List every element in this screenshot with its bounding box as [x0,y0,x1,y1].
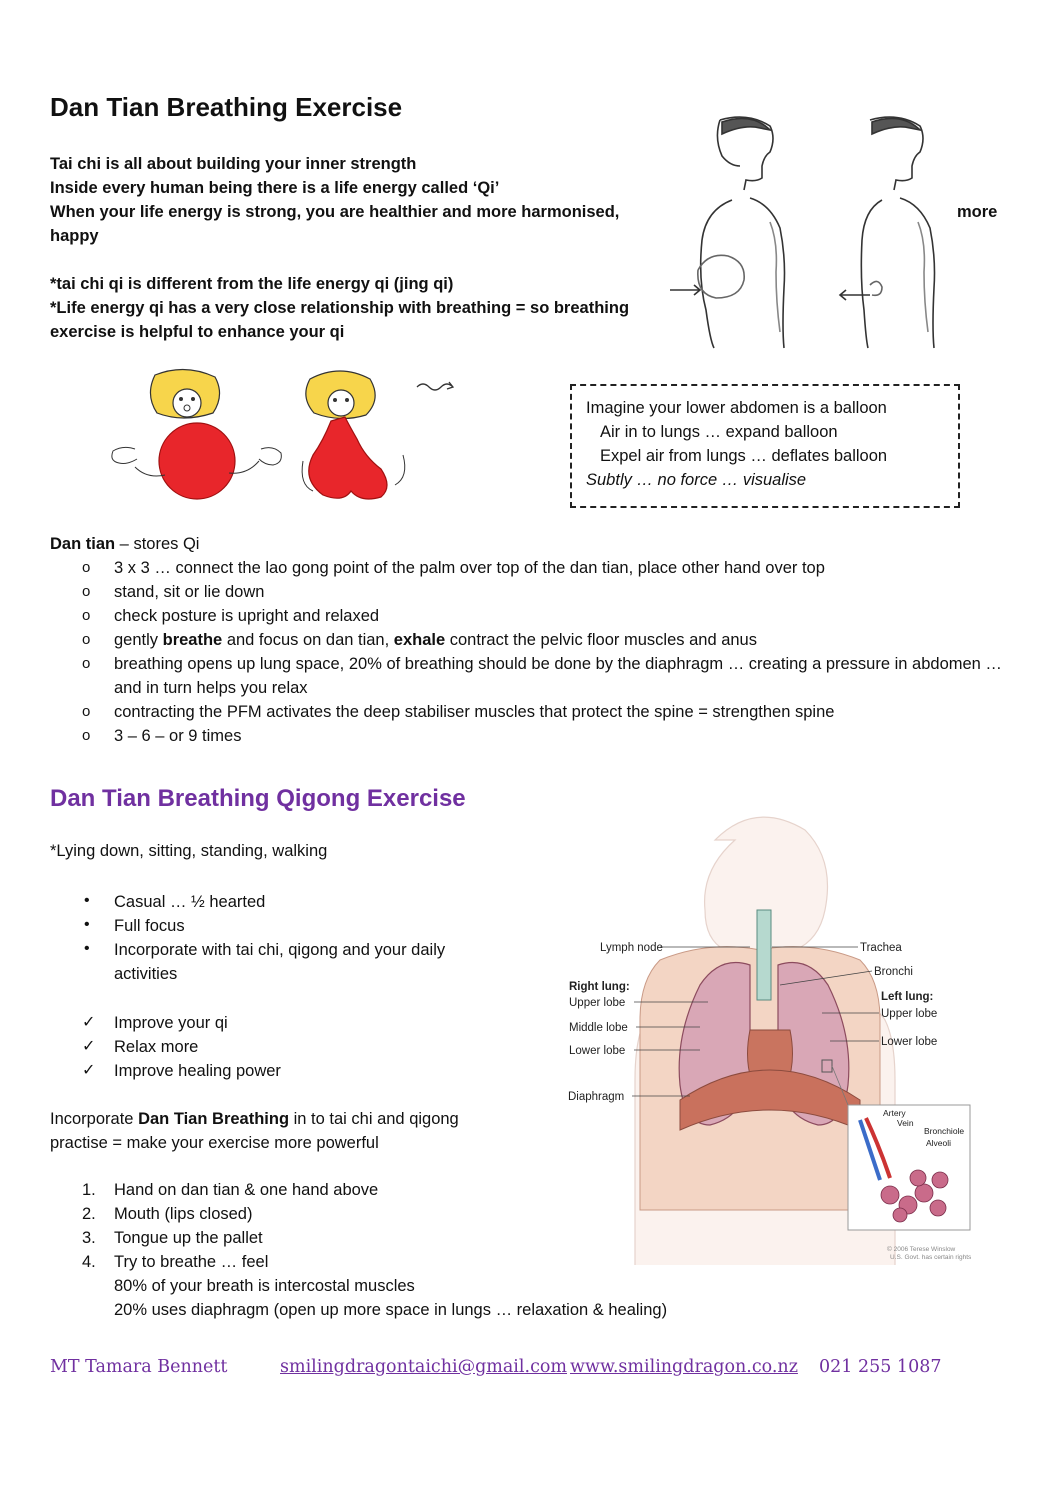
list-text: Improve your qi [114,1014,228,1032]
check-icon: ✓ [82,1014,96,1031]
list-text: contracting the PFM activates the deep stabiliser muscles that protect the spine = strengthen spine [114,703,835,721]
person-exhale-figure [840,117,935,348]
label-lymph-node: Lymph node [600,942,663,954]
bullet-list [50,890,510,986]
list-text-bold: breathe [162,631,223,649]
dantian-label: Dan tian [50,535,116,553]
list-item [50,914,510,938]
copyright-text: U.S. Govt. has certain rights [890,1254,972,1261]
list-text: Casual … ½ hearted [114,893,266,911]
bullet-marker: • [84,916,90,933]
check-icon: ✓ [82,1062,96,1079]
label-right-upper-lobe: Upper lobe [569,997,626,1009]
step-number: 4. [82,1253,96,1271]
list-marker: o [82,607,91,624]
step-text: Tongue up the pallet [114,1229,263,1247]
paragraph-bold: Dan Tian Breathing [138,1110,290,1128]
balloon-kids-illustration [105,365,465,505]
balloon-visualisation-box [570,384,960,508]
bullet-marker: • [84,892,90,909]
intro-line-end: more [957,203,998,221]
list-item [50,890,510,914]
list-text: 3 x 3 … connect the lao gong point of the palm over top of the dan tian, place other hand over top [114,559,825,577]
list-marker: o [82,703,91,720]
check-icon: ✓ [82,1038,96,1055]
list-item [50,580,1010,604]
section-title: Dan Tian Breathing Qigong Exercise [50,785,466,812]
bullet-marker: • [84,940,90,957]
intro-line: Inside every human being there is a life energy called ‘Qi’ [50,179,500,197]
list-text: breathing opens up lung space, 20% of breathing should be done by the diaphragm … creating a pressure in abdomen … and in turn helps you relax [114,655,1002,697]
list-item [50,1059,510,1083]
modes-text: *Lying down, sitting, standing, walking [50,842,328,860]
list-text: and focus on dan tian, [222,631,394,649]
footer-website-link[interactable]: www.smilingdragon.co.nz [570,1357,798,1377]
intro-line: happy [50,227,99,245]
list-marker: o [82,655,91,672]
step-number: 1. [82,1181,96,1199]
list-marker: o [82,727,91,744]
lung-anatomy-diagram [560,800,980,1265]
label-right-lower-lobe: Lower lobe [569,1045,626,1057]
intro-line: Tai chi is all about building your inner strength [50,155,417,173]
check-list [50,1011,510,1083]
person-inhale-figure [670,117,785,348]
list-text: 3 – 6 – or 9 times [114,727,242,745]
step-text: Hand on dan tian & one hand above [114,1181,379,1199]
list-item [50,628,1010,652]
intro-line: *Life energy qi has a very close relationship with breathing = so breathing [50,299,630,317]
kid-inflated-balloon [112,369,281,499]
label-left-lung: Left lung: [881,991,934,1003]
box-line: Expel air from lungs … deflates balloon [600,447,888,465]
label-trachea: Trachea [860,942,902,954]
footer-name: MT Tamara Bennett [50,1357,228,1377]
dantian-list [50,556,1010,748]
label-vein: Vein [897,1118,914,1128]
label-bronchi: Bronchi [874,966,913,978]
list-text: Incorporate with tai chi, qigong and your daily activities [114,941,446,983]
list-item [50,938,510,986]
list-text: stand, sit or lie down [114,583,265,601]
list-item [50,604,1010,628]
list-text: Improve healing power [114,1062,281,1080]
kid-deflated-balloon [302,371,453,499]
step-text: 20% uses diaphragm (open up more space in lungs … relaxation & healing) [114,1301,668,1319]
step-text: 80% of your breath is intercostal muscles [114,1277,415,1295]
list-item [50,652,1010,700]
label-artery: Artery [883,1108,906,1118]
label-left-upper-lobe: Upper lobe [881,1008,938,1020]
dantian-heading [50,535,199,554]
step-text: Mouth (lips closed) [114,1205,253,1223]
list-text: contract the pelvic floor muscles and anus [445,631,757,649]
step-text: Try to breathe … feel [114,1253,269,1271]
box-line: Imagine your lower abdomen is a balloon [586,399,887,417]
box-line: Subtly … no force … visualise [586,471,807,489]
intro-line: exercise is helpful to enhance your qi [50,323,345,341]
page-title: Dan Tian Breathing Exercise [50,92,403,122]
intro-line: When your life energy is strong, you are healthier and more harmonised, [50,203,620,221]
list-text: Relax more [114,1038,199,1056]
label-middle-lobe: Middle lobe [569,1022,628,1034]
list-text-bold: exhale [393,631,446,649]
label-right-lung: Right lung: [569,981,630,993]
breathing-posture-illustration [660,110,960,350]
paragraph-text: Incorporate [50,1110,139,1128]
list-item [50,1035,510,1059]
list-item [50,700,1010,724]
label-bronchiole: Bronchiole [924,1126,965,1136]
list-text: Full focus [114,917,185,935]
copyright-text: © 2006 Terese Winslow [887,1246,956,1253]
incorporate-paragraph [50,1107,520,1155]
label-left-lower-lobe: Lower lobe [881,1036,938,1048]
list-marker: o [82,559,91,576]
label-diaphragm: Diaphragm [568,1091,625,1103]
step-number: 3. [82,1229,96,1247]
box-line: Air in to lungs … expand balloon [600,423,838,441]
paragraph-text: in to tai chi and qigong practise = make your exercise more powerful [50,1110,459,1152]
label-alveoli: Alveoli [926,1138,952,1148]
intro-line: *tai chi qi is different from the life energy qi (jing qi) [50,275,454,293]
list-marker: o [82,631,91,648]
list-text: gently [114,631,163,649]
footer-email-link[interactable]: smilingdragontaichi@gmail.com [280,1357,567,1377]
list-marker: o [82,583,91,600]
step-number: 2. [82,1205,96,1223]
dantian-suffix: – stores Qi [115,535,200,553]
list-item [50,1011,510,1035]
footer-phone: 021 255 1087 [819,1357,942,1377]
list-item [50,556,1010,580]
list-item [50,724,1010,748]
list-text: check posture is upright and relaxed [114,607,380,625]
